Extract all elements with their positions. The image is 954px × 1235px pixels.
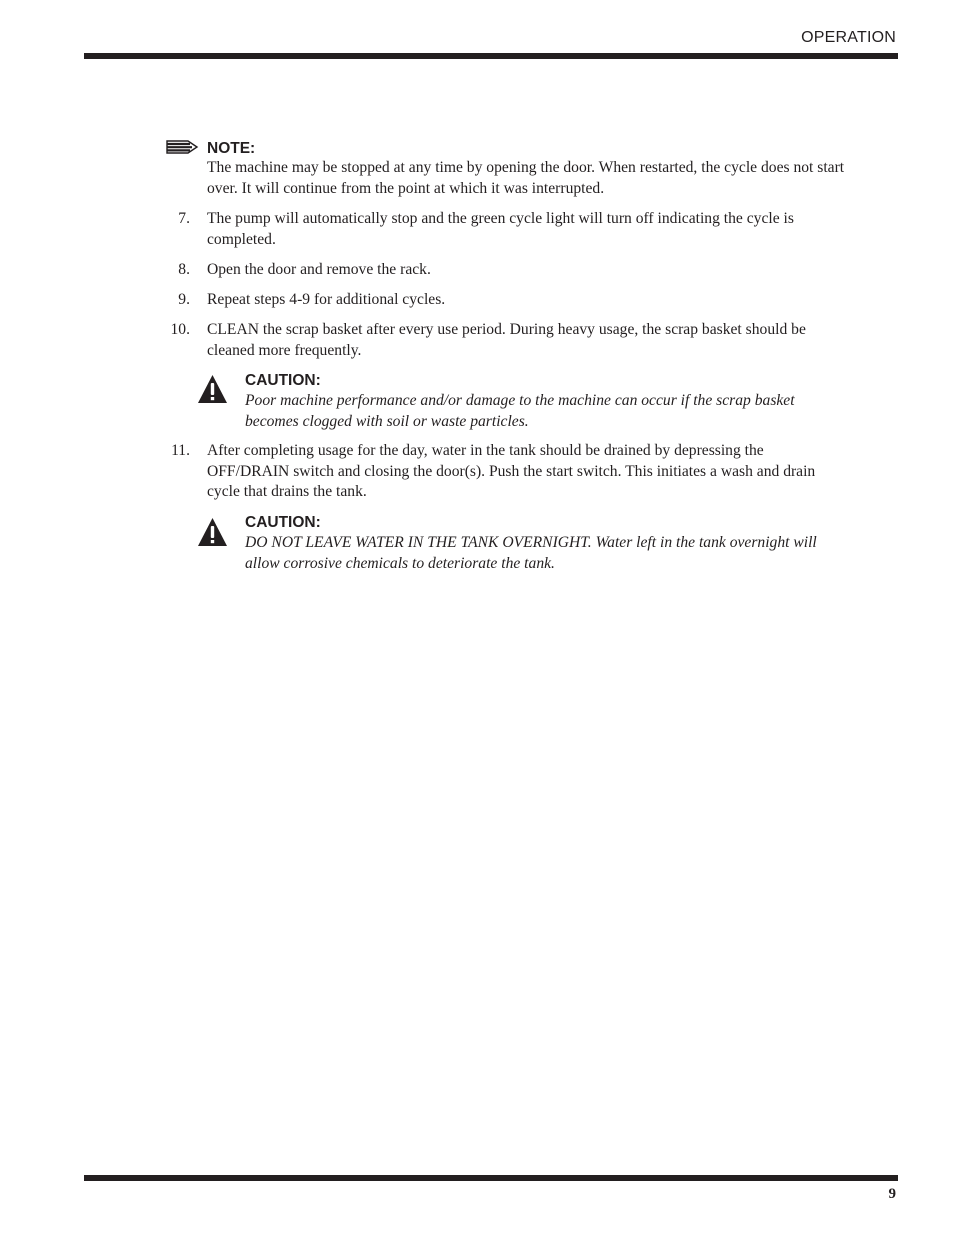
step-text: The pump will automatically stop and the green cycle light will turn off indicating the cycle is completed. [207,210,794,248]
step-number: 8. [178,261,190,278]
step-number: 7. [178,210,190,227]
step-number: 9. [178,291,190,308]
warning-triangle-icon [197,374,228,409]
note-pencil-icon [166,139,199,160]
section-header: OPERATION [801,29,896,46]
step-number: 10. [170,321,190,338]
page-number: 9 [888,1186,896,1202]
header-rule [84,53,898,59]
warning-triangle-icon [197,517,228,552]
note-heading: NOTE: [207,140,256,157]
step-text: CLEAN the scrap basket after every use period. During heavy usage, the scrap basket should be cleaned more frequently. [207,321,806,359]
caution-heading: CAUTION: [245,514,321,531]
caution-text: DO NOT LEAVE WATER IN THE TANK OVERNIGHT. Water left in the tank overnight will allow corrosive chemicals to deteriorate the tank. [245,534,817,572]
caution-heading: CAUTION: [245,372,321,389]
step-text: Open the door and remove the rack. [207,261,431,278]
step-number: 11. [171,442,190,459]
footer-rule [84,1175,898,1181]
caution-text: Poor machine performance and/or damage to the machine can occur if the scrap basket becomes clogged with soil or waste particles. [245,392,795,430]
step-text: Repeat steps 4-9 for additional cycles. [207,291,446,308]
note-text: The machine may be stopped at any time by opening the door. When restarted, the cycle does not start over. It will continue from the point at which it was interrupted. [207,159,845,197]
step-text: After completing usage for the day, water in the tank should be drained by depressing the OFF/DRAIN switch and closing the door(s). Push the start switch. This initiates a wash and drain cycle that drains the tank. [207,442,816,500]
